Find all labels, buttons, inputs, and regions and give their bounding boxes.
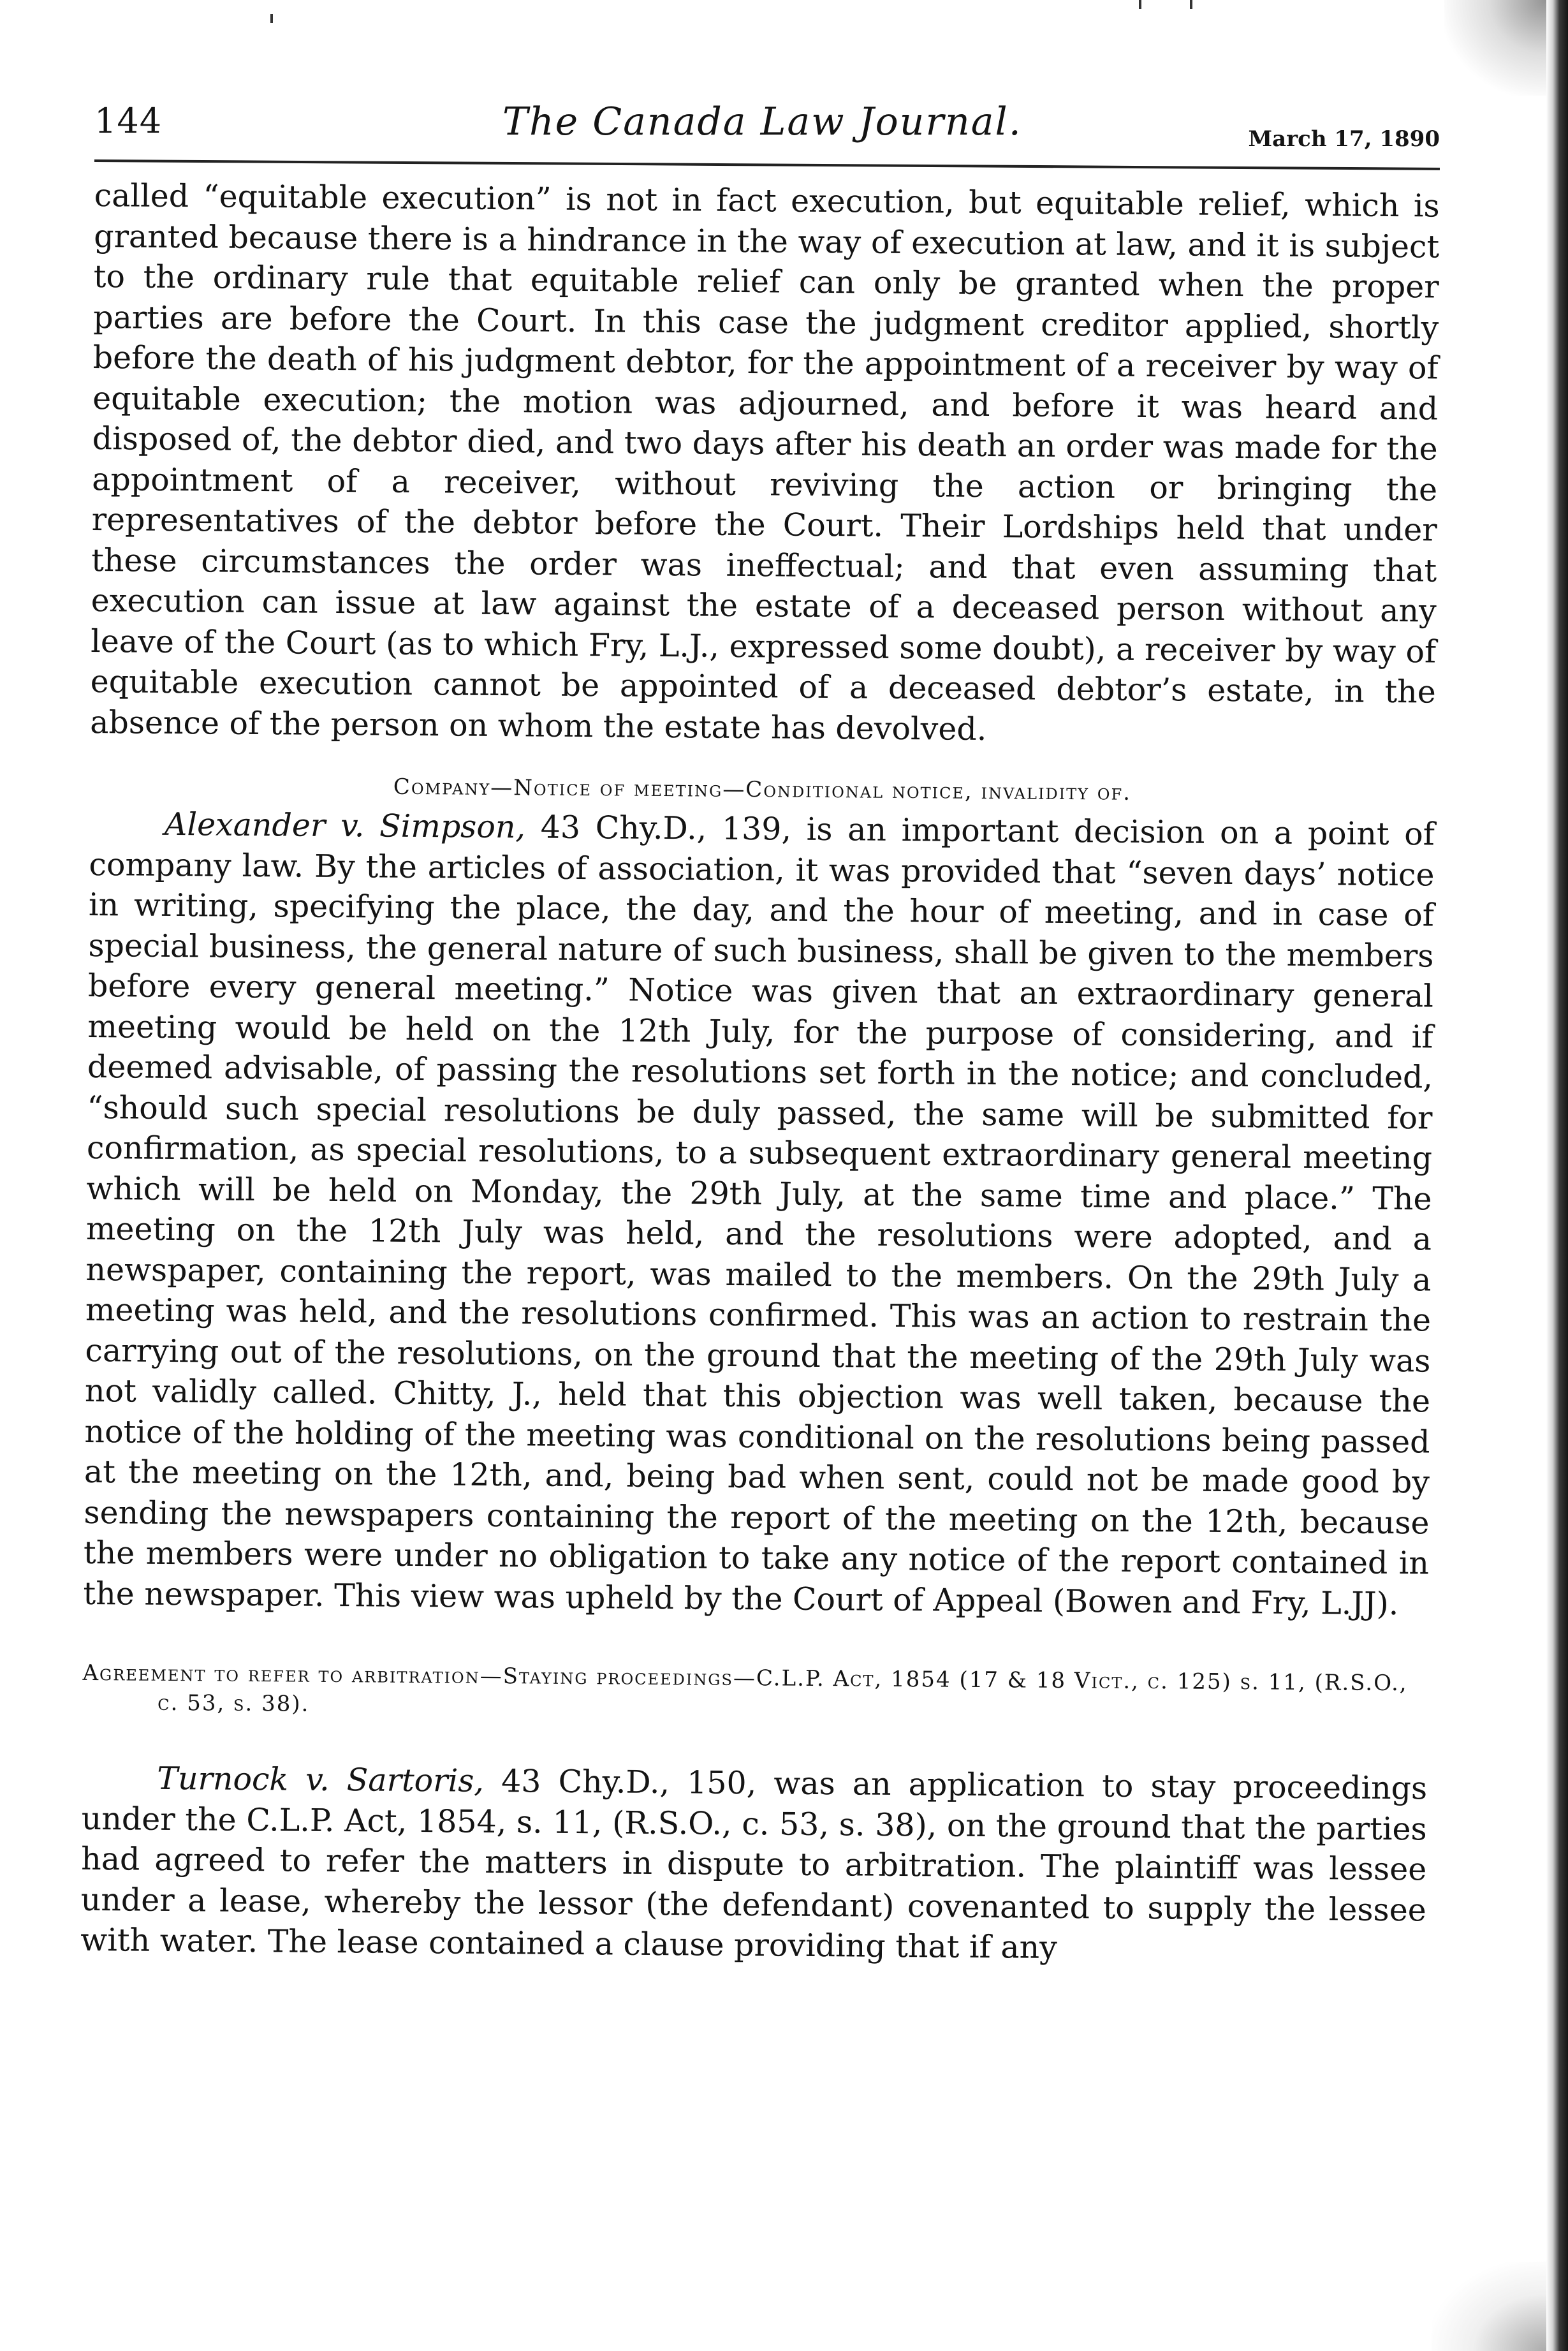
case-name-alexander-v-simpson: Alexander v. Simpson, (164, 806, 526, 846)
journal-title: The Canada Law Journal. (502, 99, 1022, 144)
page-number: 144 (94, 101, 163, 141)
case-name-turnock-v-sartoris: Turnock v. Sartoris, (157, 1760, 485, 1799)
issue-date: March 17, 1890 (1248, 126, 1440, 152)
paragraph-turnock-v-sartoris (80, 1758, 1427, 1971)
scan-artifact-top (1444, 0, 1546, 96)
scan-speck (1190, 0, 1192, 9)
paragraph-body: 43 Chy.D., 139, is an important decision on a point of company law. By the articles of association, it was provided that “seven days’ notice in writing, specifying the place, the day, and the hour of meeting, and in case of special business, the general nature of such business, shall be given to the members before every general meeting.” Notice was given that an extraordinary general meeting would be held on the 12th July, for the purpose of considering, and if deemed advisable, of passing the resolutions set forth in the notice; and concluded, “should such special resolutions be duly passed, the same will be submitted for confirmation, as special resolutions, to a subsequent extraordinary general meeting which will be held on Monday, the 29th July, at the same time and place.” The meeting on the 12th July was held, and the resolutions were adopted, and a newspaper, containing the report, was mailed to the members. On the 29th July a meeting was held, and the resolutions confirmed. This was an action to restrain the carrying out of the resolutions, on the ground that the meeting of the 29th July was not validly called. Chitty, J., held that this objection was well taken, because the notice of the holding of the meeting was conditional on the resolutions being passed at the meeting on the 12th, and, being bad when sent, could not be made good by sending the newspapers containing the report of the meeting on the 12th, because the members were under no obligation to take any notice of the report contained in the newspaper. This view was upheld by the Court of Appeal (Bowen and Fry, L.JJ). (83, 809, 1435, 1622)
scan-speck (270, 14, 273, 23)
section-heading-arbitration: Agreement to refer to arbitration—Staying proceedings—C.L.P. Act, 1854 (17 & 18 Vict., c. 125) s. 11, (R.S.O., c. 53, s. 38). (82, 1660, 1408, 1717)
scan-speck (1139, 0, 1141, 9)
paragraph-body: 43 Chy.D., 150, was an application to stay proceedings under the C.L.P. Act, 1854, s. 11, (R.S.O., c. 53, s. 38), on the ground that the parties had agreed to refer the matters in dispute to arbitration. The plaintiff was lessee under a lease, whereby the lessor (the defendant) covenanted to supply the lessee with water. The lease contained a clause providing that if any (80, 1762, 1428, 1966)
paragraph-equitable-execution: called “equitable execution” is not in fact execution, but equitable relief, which is granted because there is a hindrance in the way of execution at law, and it is subject to the ordinary rule that equitable relief can only be granted when the proper parties are before the Court. In this case the judgment creditor applied, shortly before the death of his judgment debtor, for the appointment of a receiver by way of equitable execution; the motion was adjourned, and before it was heard and disposed of, the debtor died, and two days after his death an order was made for the appointment of a receiver, without reviving the action or bringing the representatives of the debtor before the Court. Their Lordships held that under these circumstances the order was ineffectual; and that even assuming that execution can issue at law against the estate of a deceased person without any leave of the Court (as to which Fry, L.J., expressed some doubt), a receiver by way of equitable execution cannot be appointed of a deceased debtor’s estate, in the absence of the person on whom the estate has devolved. (90, 177, 1440, 748)
scan-page-edge (1546, 0, 1568, 2351)
paragraph-alexander-v-simpson (83, 804, 1435, 1625)
section-heading-company-notice: Company—Notice of meeting—Conditional notice, invalidity of. (393, 774, 1132, 806)
running-header (94, 94, 1440, 158)
article-body (80, 175, 1440, 1971)
header-rule (94, 159, 1440, 170)
scan-artifact-bottom (1432, 2262, 1546, 2351)
